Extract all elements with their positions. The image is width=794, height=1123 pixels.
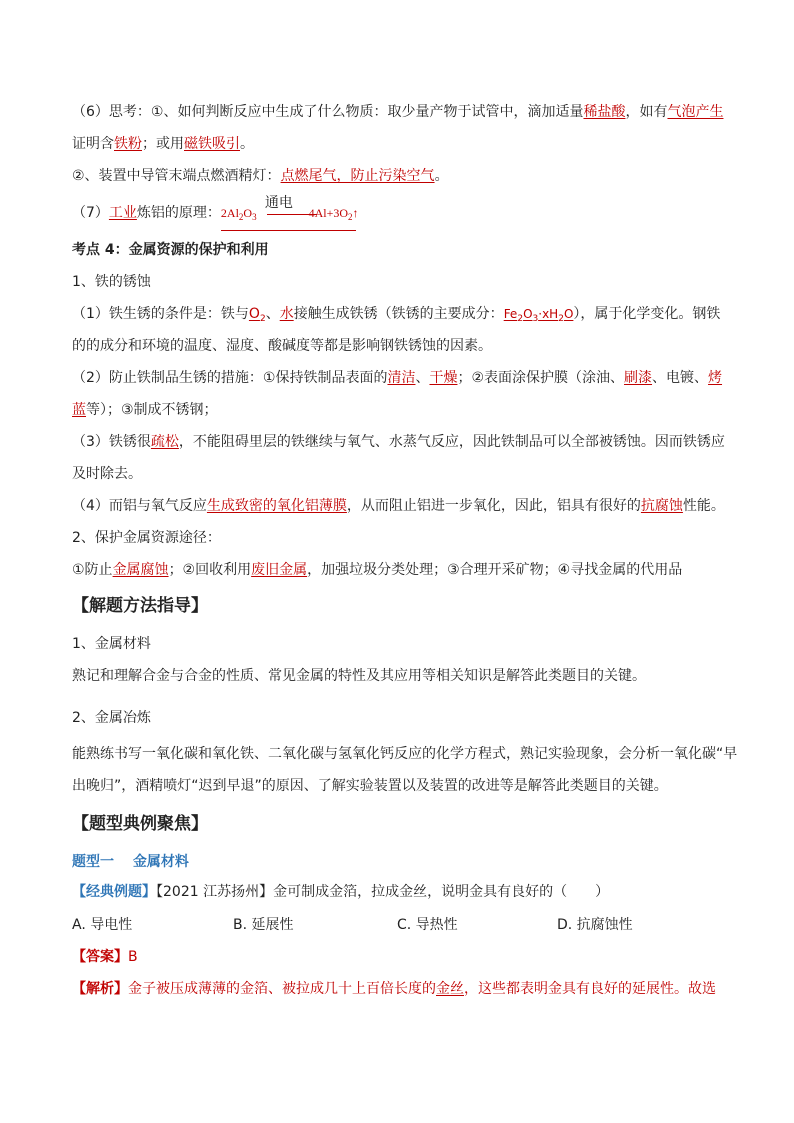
subheading: 2、保护金属资源途径： bbox=[72, 530, 221, 546]
text: ；②表面涂保护膜（涂油、 bbox=[457, 370, 625, 386]
text: 性能。 bbox=[682, 498, 725, 514]
text: 、 bbox=[265, 306, 280, 322]
answer-tag: 【答案】 bbox=[72, 949, 128, 965]
answer-blank: 金丝 bbox=[436, 981, 464, 997]
answer-blank: 抗腐蚀 bbox=[640, 498, 683, 514]
eq-sub: 2 bbox=[558, 314, 564, 324]
section-heading-kd4: 考点 4：金属资源的保护和利用 bbox=[72, 242, 269, 258]
answer-blank: 气泡产生 bbox=[667, 104, 724, 120]
answer-blank: 清洁 bbox=[387, 370, 416, 386]
answer-underline bbox=[221, 230, 356, 231]
rust-condition-line2: 的的成分和环境的温度、湿度、酸碱度等都是影响钢铁锈蚀的因素。 bbox=[72, 338, 492, 354]
explanation-line bbox=[72, 979, 716, 999]
answer-blank bbox=[503, 307, 574, 324]
eq-text: 4Al+3O bbox=[308, 206, 349, 220]
eq-sub: 3 bbox=[532, 314, 539, 324]
answer-blank: 生成致密的氧化铝薄膜 bbox=[206, 498, 347, 514]
text: 。 bbox=[434, 168, 449, 184]
text: 、电镀、 bbox=[652, 370, 709, 386]
explanation-tag: 【解析】 bbox=[72, 981, 128, 997]
subheading: 1、铁的锈蚀 bbox=[72, 274, 151, 290]
answer-blank: 金属腐蚀 bbox=[112, 562, 169, 578]
eq-text: ·xH bbox=[538, 307, 559, 321]
question-text: 【2021 江苏扬州】金可制成金箔，拉成金丝，说明金具有良好的（ ） bbox=[156, 884, 610, 900]
answer-value: B bbox=[128, 949, 138, 965]
eq-text: O bbox=[243, 206, 253, 220]
eq-text: O bbox=[523, 307, 533, 321]
method-text-2a: 能熟练书写一氧化碳和氧化铁、二氧化碳与氢氧化钙反应的化学方程式，熟记实验现象，会分析一氧化碳“早 bbox=[72, 746, 738, 762]
eq-text: 2Al bbox=[220, 206, 239, 220]
text: ；或用 bbox=[142, 136, 184, 152]
answer-line bbox=[72, 947, 138, 967]
option-a: A. 导电性 bbox=[72, 917, 133, 933]
text: 接触生成铁锈（铁锈的主要成分： bbox=[293, 306, 504, 322]
rust-condition-line1 bbox=[72, 304, 720, 329]
aluminum-line bbox=[72, 496, 725, 516]
subheading: 2、金属冶炼 bbox=[72, 710, 151, 726]
answer-blank: 磁铁吸引 bbox=[184, 136, 240, 152]
eq-text: O bbox=[563, 307, 574, 321]
answer-blank bbox=[249, 306, 266, 322]
prevention-line2 bbox=[72, 400, 218, 420]
text: 等）；③制成不锈钢； bbox=[86, 402, 218, 418]
paragraph-6-line2 bbox=[72, 134, 254, 154]
gas-arrow: ↑ bbox=[352, 206, 359, 220]
subheading: 1、金属材料 bbox=[72, 636, 151, 652]
prevention-line1 bbox=[72, 368, 722, 388]
answer-blank: 疏松 bbox=[150, 434, 179, 450]
text: 证明含 bbox=[72, 136, 114, 152]
eq-sub: 2 bbox=[259, 314, 266, 324]
option-d: D. 抗腐蚀性 bbox=[557, 917, 633, 933]
text: （7） bbox=[72, 205, 109, 221]
text: （6）思考：①、如何判断反应中生成了什么物质：取少量产物于试管中，滴加适量 bbox=[72, 104, 584, 120]
answer-blank: 刷漆 bbox=[624, 370, 653, 386]
eq-text: O bbox=[248, 306, 260, 322]
answer-blank: 点燃尾气，防止污染空气 bbox=[280, 168, 435, 184]
section-heading-method: 【解题方法指导】 bbox=[72, 596, 208, 616]
answer-blank: 烤 bbox=[708, 370, 723, 386]
text: ；②回收利用 bbox=[168, 562, 252, 578]
answer-blank: 水 bbox=[279, 306, 294, 322]
paragraph-6-line1 bbox=[72, 102, 723, 122]
eq-sub: 2 bbox=[517, 314, 524, 324]
answer-blank: 工业 bbox=[108, 205, 137, 221]
answer-blank: 蓝 bbox=[72, 402, 86, 418]
eq-text: Fe bbox=[503, 307, 518, 321]
text: 金子被压成薄薄的金箔、被拉成几十上百倍长度的 bbox=[128, 981, 436, 997]
rust-loose-line1 bbox=[72, 432, 725, 452]
chemical-equation bbox=[220, 195, 359, 227]
eq-sub: 2 bbox=[348, 212, 353, 222]
answer-blank: 干燥 bbox=[429, 370, 458, 386]
reaction-bar bbox=[267, 214, 317, 215]
text: ②、装置中导管末端点燃酒精灯： bbox=[72, 168, 281, 184]
text: ，这些都表明金具有良好的延展性。故选 bbox=[464, 981, 716, 997]
text: ），属于化学变化。钢铁 bbox=[573, 306, 721, 322]
eq-sub: 2 bbox=[238, 212, 244, 222]
text: 。 bbox=[240, 136, 254, 152]
option-b: B. 延展性 bbox=[233, 917, 294, 933]
answer-blank: 稀盐酸 bbox=[583, 104, 626, 120]
eq-sub: 3 bbox=[252, 212, 257, 222]
text: 、 bbox=[415, 370, 430, 386]
protection-line bbox=[72, 560, 682, 580]
text: ，从而阻止铝进一步氧化，因此，铝具有很好的 bbox=[346, 498, 641, 514]
text: ①防止 bbox=[72, 562, 113, 578]
method-text-2b: 出晚归”，酒精喷灯“迟到早退”的原因、了解实验装置以及装置的改进等是解答此类题目的关键。 bbox=[72, 778, 668, 794]
example-tag: 【经典例题】 bbox=[72, 884, 156, 900]
paragraph-7 bbox=[72, 195, 359, 227]
reaction-condition: 通电 bbox=[264, 195, 293, 211]
text: 炼铝的原理： bbox=[136, 205, 221, 221]
text: （4）而铝与氧气反应 bbox=[72, 498, 207, 514]
answer-blank: 铁粉 bbox=[114, 136, 142, 152]
text: （3）铁锈很 bbox=[72, 434, 151, 450]
answer-blank: 废旧金属 bbox=[251, 562, 308, 578]
paragraph-6-line3 bbox=[72, 166, 449, 186]
text: ，加强垃圾分类处理；③合理开采矿物；④寻找金属的代用品 bbox=[307, 562, 683, 578]
text: （1）铁生锈的条件是：铁与 bbox=[72, 306, 249, 322]
example-question bbox=[72, 882, 609, 902]
section-heading-examples: 【题型典例聚焦】 bbox=[72, 814, 208, 834]
type-heading: 题型一 金属材料 bbox=[72, 854, 189, 870]
method-text-1: 熟记和理解合金与合金的性质、常见金属的特性及其应用等相关知识是解答此类题目的关键。 bbox=[72, 668, 646, 684]
rust-loose-line2: 及时除去。 bbox=[72, 466, 142, 482]
text: （2）防止铁制品生锈的措施：①保持铁制品表面的 bbox=[72, 370, 388, 386]
text: ，如有 bbox=[625, 104, 668, 120]
option-c: C. 导热性 bbox=[397, 917, 458, 933]
text: ，不能阻碍里层的铁继续与氧气、水蒸气反应，因此铁制品可以全部被锈蚀。因而铁锈应 bbox=[178, 434, 725, 450]
